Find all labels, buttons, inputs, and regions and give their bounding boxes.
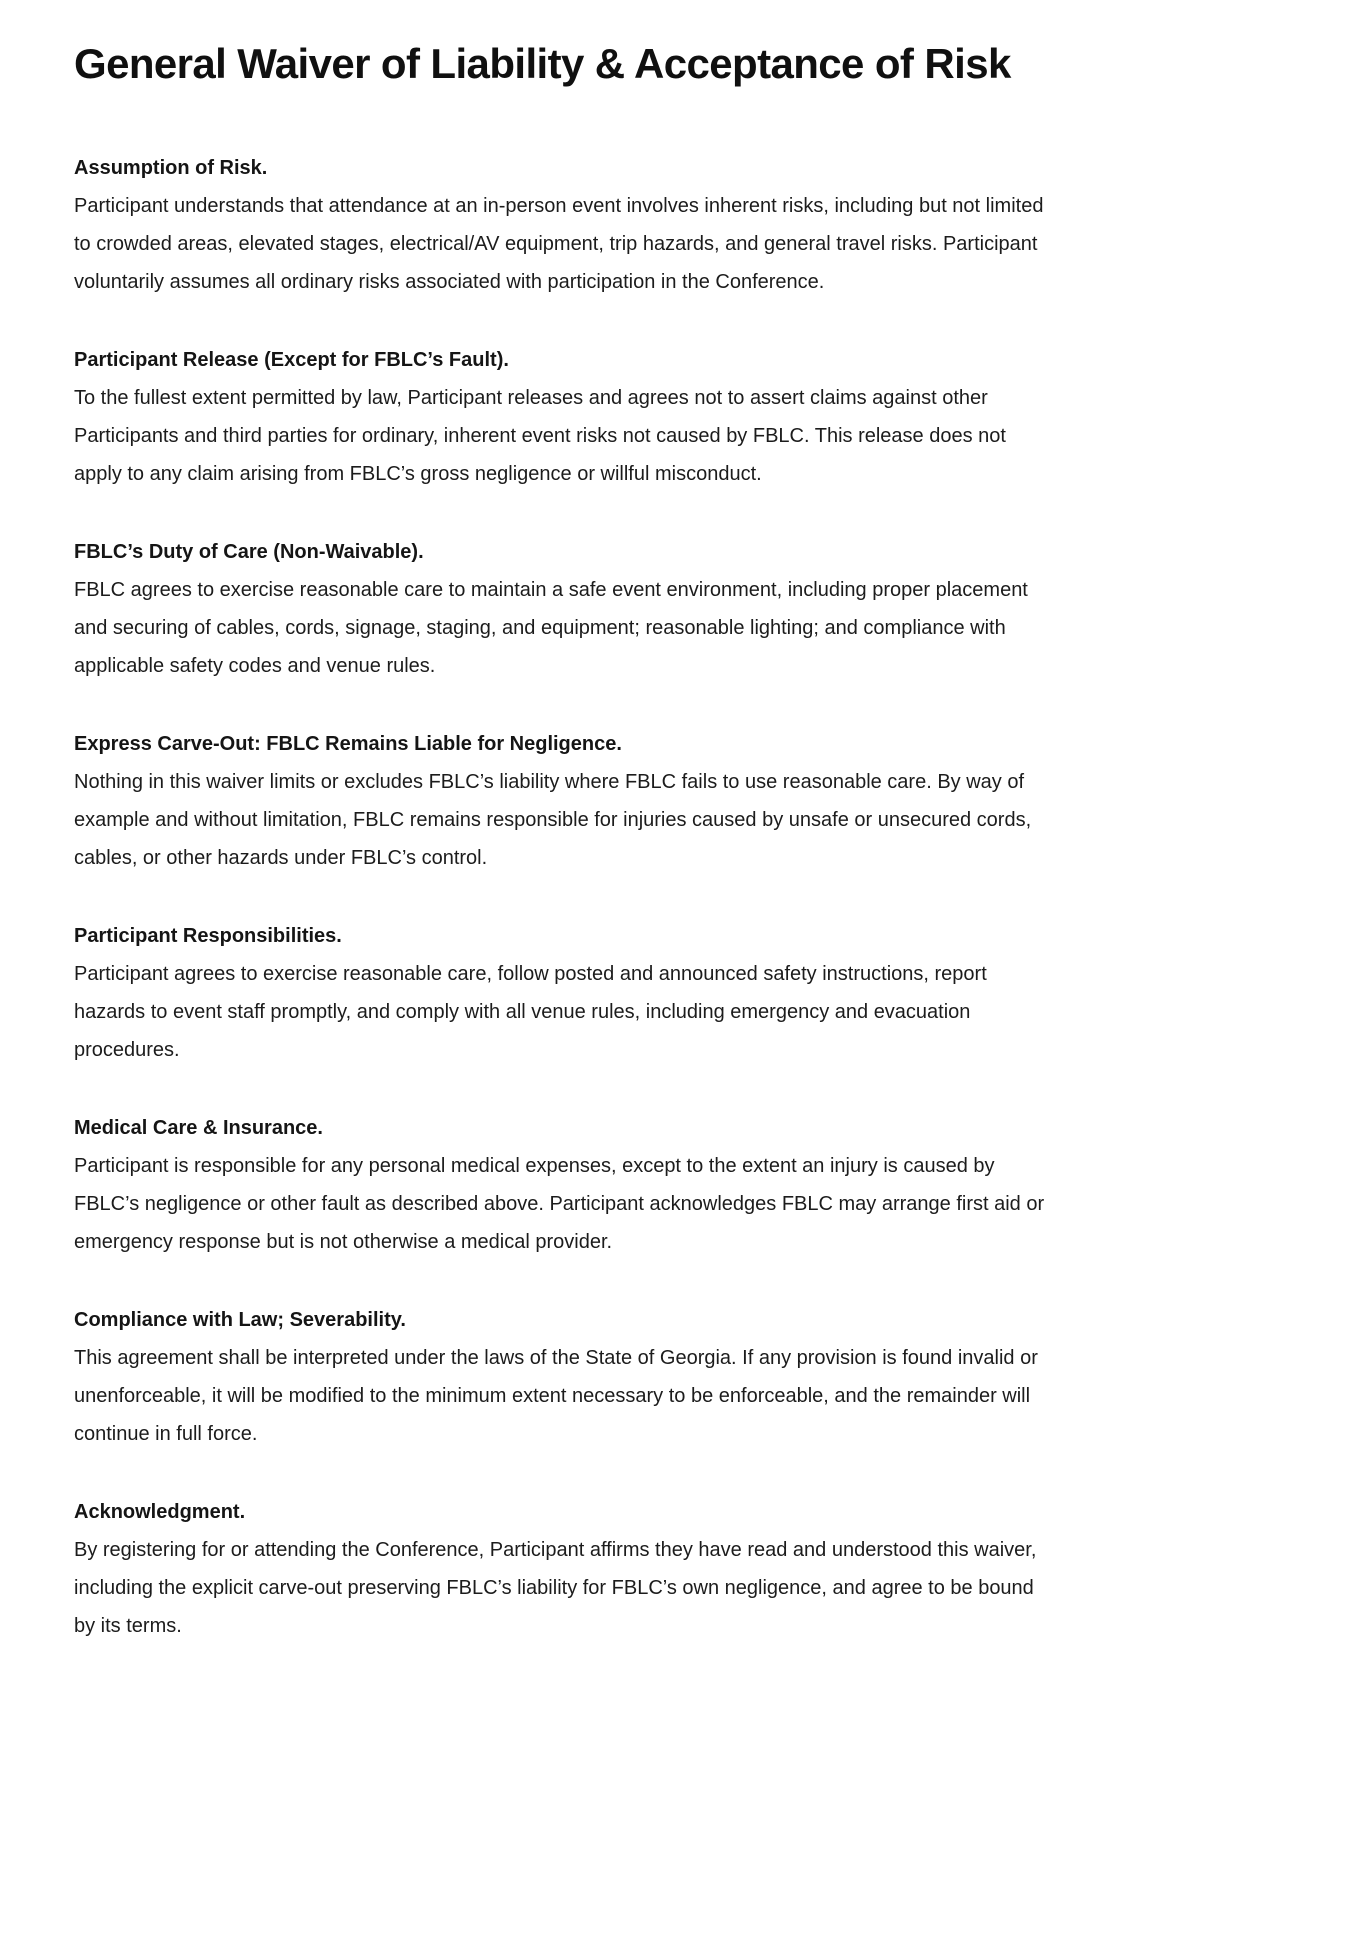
section-medical-care-insurance (74, 1109, 1052, 1261)
section-heading: Assumption of Risk. (74, 157, 268, 179)
section-heading: Compliance with Law; Severability. (74, 1309, 406, 1331)
section-body: By registering for or attending the Conference, Participant affirms they have read and understood this waiver, including the explicit carve-out preserving FBLC’s liability for FBLC’s own negligence, and agree to be bound by its terms. (74, 1539, 1037, 1637)
section-body: Nothing in this waiver limits or excludes FBLC’s liability where FBLC fails to use reasonable care. By way of example and without limitation, FBLC remains responsible for injuries caused by unsafe or unsecured cords, cables, or other hazards under FBLC’s control. (74, 771, 1032, 869)
section-heading: Medical Care & Insurance. (74, 1117, 323, 1139)
section-heading: FBLC’s Duty of Care (Non-Waivable). (74, 541, 424, 563)
document-title: General Waiver of Liability & Acceptance of Risk (74, 40, 1011, 87)
section-heading: Acknowledgment. (74, 1501, 246, 1523)
section-body: FBLC agrees to exercise reasonable care to maintain a safe event environment, including proper placement and securing of cables, cords, signage, staging, and equipment; reasonable lighting; and compliance with applicable safety codes and venue rules. (74, 579, 1028, 677)
waiver-document (74, 36, 1052, 1685)
section-body: Participant agrees to exercise reasonable care, follow posted and announced safety instructions, report hazards to event staff promptly, and comply with all venue rules, including emergency and evacuation procedures. (74, 963, 987, 1061)
section-duty-of-care (74, 533, 1052, 685)
section-body: Participant understands that attendance at an in-person event involves inherent risks, including but not limited to crowded areas, elevated stages, electrical/AV equipment, trip hazards, and general travel risks. Participant voluntarily assumes all ordinary risks associated with participation in the Conference. (74, 195, 1044, 293)
section-express-carve-out (74, 725, 1052, 877)
section-heading: Participant Responsibilities. (74, 925, 342, 947)
section-participant-responsibilities (74, 917, 1052, 1069)
section-body: To the fullest extent permitted by law, Participant releases and agrees not to assert claims against other Participants and third parties for ordinary, inherent event risks not caused by FBLC. This release does not apply to any claim arising from FBLC’s gross negligence or willful misconduct. (74, 387, 1006, 485)
section-acknowledgment (74, 1493, 1052, 1645)
section-heading: Express Carve-Out: FBLC Remains Liable for Negligence. (74, 733, 622, 755)
section-assumption-of-risk (74, 149, 1052, 301)
section-compliance-severability (74, 1301, 1052, 1453)
section-body: Participant is responsible for any personal medical expenses, except to the extent an injury is caused by FBLC’s negligence or other fault as described above. Participant acknowledges FBLC may arrange first aid or emergency response but is not otherwise a medical provider. (74, 1155, 1045, 1253)
section-body: This agreement shall be interpreted under the laws of the State of Georgia. If any provision is found invalid or unenforceable, it will be modified to the minimum extent necessary to be enforceable, and the remainder will continue in full force. (74, 1347, 1038, 1445)
section-heading: Participant Release (Except for FBLC’s Fault). (74, 349, 509, 371)
section-participant-release (74, 341, 1052, 493)
